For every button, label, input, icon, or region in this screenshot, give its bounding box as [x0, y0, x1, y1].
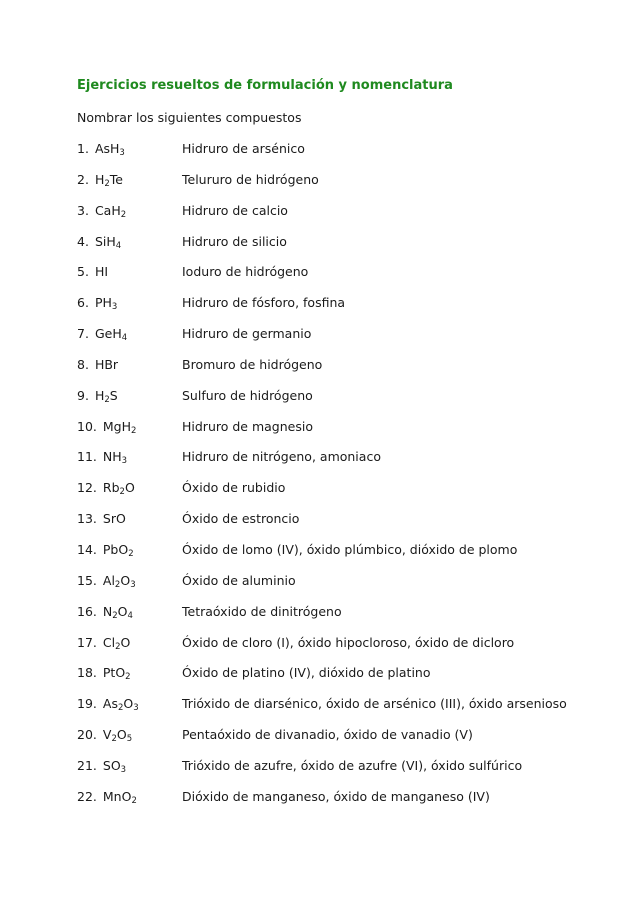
compound-row: [77, 511, 597, 542]
compound-row: [77, 203, 597, 234]
formula-text: GeH$_4$: [94, 326, 128, 344]
compound-row: [77, 480, 597, 511]
compound-name: Telururo de hidrógeno: [182, 171, 319, 187]
compound-name: Hidruro de fósforo, fosfina: [182, 295, 346, 311]
compound-name: Hidruro de arsénico: [182, 141, 305, 156]
compound-row: [77, 172, 597, 203]
compound-row: [77, 665, 597, 696]
compound-name: Óxido de lomo (IV), óxido plúmbico, dióxido de plomo: [182, 541, 518, 557]
formula-text: $SO_3$: [102, 757, 127, 775]
compound-formula: [77, 573, 136, 588]
compound-row: [77, 449, 597, 480]
formula-text: CaH$_2$: [94, 202, 127, 220]
compound-row: [77, 635, 597, 666]
compound-formula: [77, 203, 126, 218]
compound-formula: [77, 727, 133, 745]
formula-text: HBr: [94, 356, 119, 372]
item-number: 2.: [77, 171, 89, 187]
compound-row: [77, 696, 597, 727]
compound-name: Óxido de rubidio: [182, 480, 286, 496]
compound-name: Pentaóxido de divanadio, óxido de vanadio (V): [182, 727, 473, 743]
compound-name: Hidruro de germanio: [182, 326, 312, 342]
compound-formula: [77, 604, 133, 619]
compound-row: [77, 357, 597, 388]
compound-row: [77, 727, 597, 758]
compound-formula: [77, 542, 134, 557]
formula-text: $PH_3$: [94, 295, 118, 313]
compound-formula: [77, 326, 128, 344]
compound-name: Óxido de cloro (I), óxido hipocloroso, óxido de dicloro: [182, 634, 515, 650]
compound-formula: [77, 419, 136, 434]
item-number: 3.: [77, 202, 89, 218]
compound-list: [77, 141, 597, 820]
item-number: 8.: [77, 356, 89, 372]
compound-formula: [77, 234, 121, 249]
formula-text: $NH_3$: [102, 449, 128, 467]
formula-text: SiH$_4$: [94, 233, 122, 251]
item-number: 16.: [77, 603, 97, 619]
compound-row: [77, 141, 597, 172]
formula-text: $As_2O_3$: [102, 696, 139, 714]
compound-name: Bromuro de hidrógeno: [182, 356, 323, 372]
formula-text: PbO$_2$: [102, 541, 134, 559]
compound-name: Dióxido de manganeso, óxido de manganeso (IV): [182, 788, 490, 804]
formula-text: MgH$_2$: [102, 418, 137, 436]
formula-text: $H_2Te$: [94, 171, 123, 189]
formula-text: $H_2S$: [94, 387, 118, 405]
formula-text: HI: [94, 264, 109, 280]
item-number: 22.: [77, 788, 97, 804]
compound-name: Ioduro de hidrógeno: [182, 264, 309, 280]
compound-formula: [77, 789, 137, 804]
compound-name: Sulfuro de hidrógeno: [182, 387, 313, 403]
compound-row: [77, 542, 597, 573]
item-number: 17.: [77, 634, 97, 650]
compound-formula: [77, 758, 126, 773]
item-number: 20.: [77, 727, 97, 743]
compound-name: Hidruro de magnesio: [182, 418, 313, 434]
formula-text: SrO: [102, 511, 126, 527]
compound-formula: [77, 141, 125, 156]
compound-formula: [77, 635, 130, 650]
compound-row: [77, 264, 597, 295]
compound-name: Hidruro de silicio: [182, 233, 287, 249]
item-number: 21.: [77, 757, 97, 773]
compound-name: Óxido de estroncio: [182, 511, 300, 527]
compound-formula: [77, 357, 118, 372]
compound-row: [77, 758, 597, 789]
formula-text: MnO$_2$: [102, 788, 137, 806]
formula-text: $Cl_2O$: [102, 634, 131, 652]
compound-name: Trióxido de azufre, óxido de azufre (VI), óxido sulfúrico: [182, 757, 523, 773]
item-number: 5.: [77, 264, 89, 280]
formula-text: $V_2O_5$: [102, 727, 133, 745]
compound-row: [77, 326, 597, 357]
item-number: 4.: [77, 233, 89, 249]
compound-row: [77, 388, 597, 419]
compound-row: [77, 604, 597, 635]
compound-name: Trióxido de diarsénico, óxido de arsénico (III), óxido arsenioso: [182, 696, 567, 712]
formula-text: AsH$_3$: [94, 141, 125, 158]
compound-row: [77, 234, 597, 265]
compound-formula: [77, 511, 126, 526]
compound-row: [77, 789, 597, 820]
formula-text: $Rb_2O$: [102, 480, 135, 498]
compound-formula: [77, 172, 123, 187]
item-number: 12.: [77, 480, 97, 496]
compound-formula: [77, 665, 131, 683]
item-number: 9.: [77, 387, 89, 403]
document-title: Ejercicios resueltos de formulación y nomenclatura: [77, 78, 453, 93]
compound-name: Hidruro de calcio: [182, 202, 288, 218]
item-number: 18.: [77, 665, 97, 681]
item-number: 14.: [77, 541, 97, 557]
compound-name: Hidruro de nitrógeno, amoniaco: [182, 449, 381, 465]
document-subtitle: Nombrar los siguientes compuestos: [77, 110, 302, 125]
compound-formula: [77, 264, 108, 279]
compound-formula: [77, 449, 128, 467]
item-number: 19.: [77, 696, 97, 712]
compound-formula: [77, 388, 118, 403]
item-number: 6.: [77, 295, 89, 311]
compound-formula: [77, 480, 135, 498]
compound-name: Tetraóxido de dinitrógeno: [182, 603, 342, 619]
compound-row: [77, 295, 597, 326]
item-number: 10.: [77, 418, 97, 434]
compound-row: [77, 419, 597, 450]
item-number: 15.: [77, 572, 97, 588]
compound-name: Óxido de platino (IV), dióxido de platino: [182, 665, 431, 681]
compound-row: [77, 573, 597, 604]
compound-name: Óxido de aluminio: [182, 572, 296, 588]
formula-text: $N_2O_4$: [102, 603, 133, 621]
item-number: 1.: [77, 141, 89, 156]
compound-formula: [77, 295, 118, 313]
item-number: 7.: [77, 326, 89, 342]
item-number: 11.: [77, 449, 97, 465]
item-number: 13.: [77, 511, 97, 527]
compound-formula: [77, 696, 139, 714]
formula-text: PtO$_2$: [102, 665, 131, 683]
formula-text: $Al_2O_3$: [102, 572, 136, 590]
